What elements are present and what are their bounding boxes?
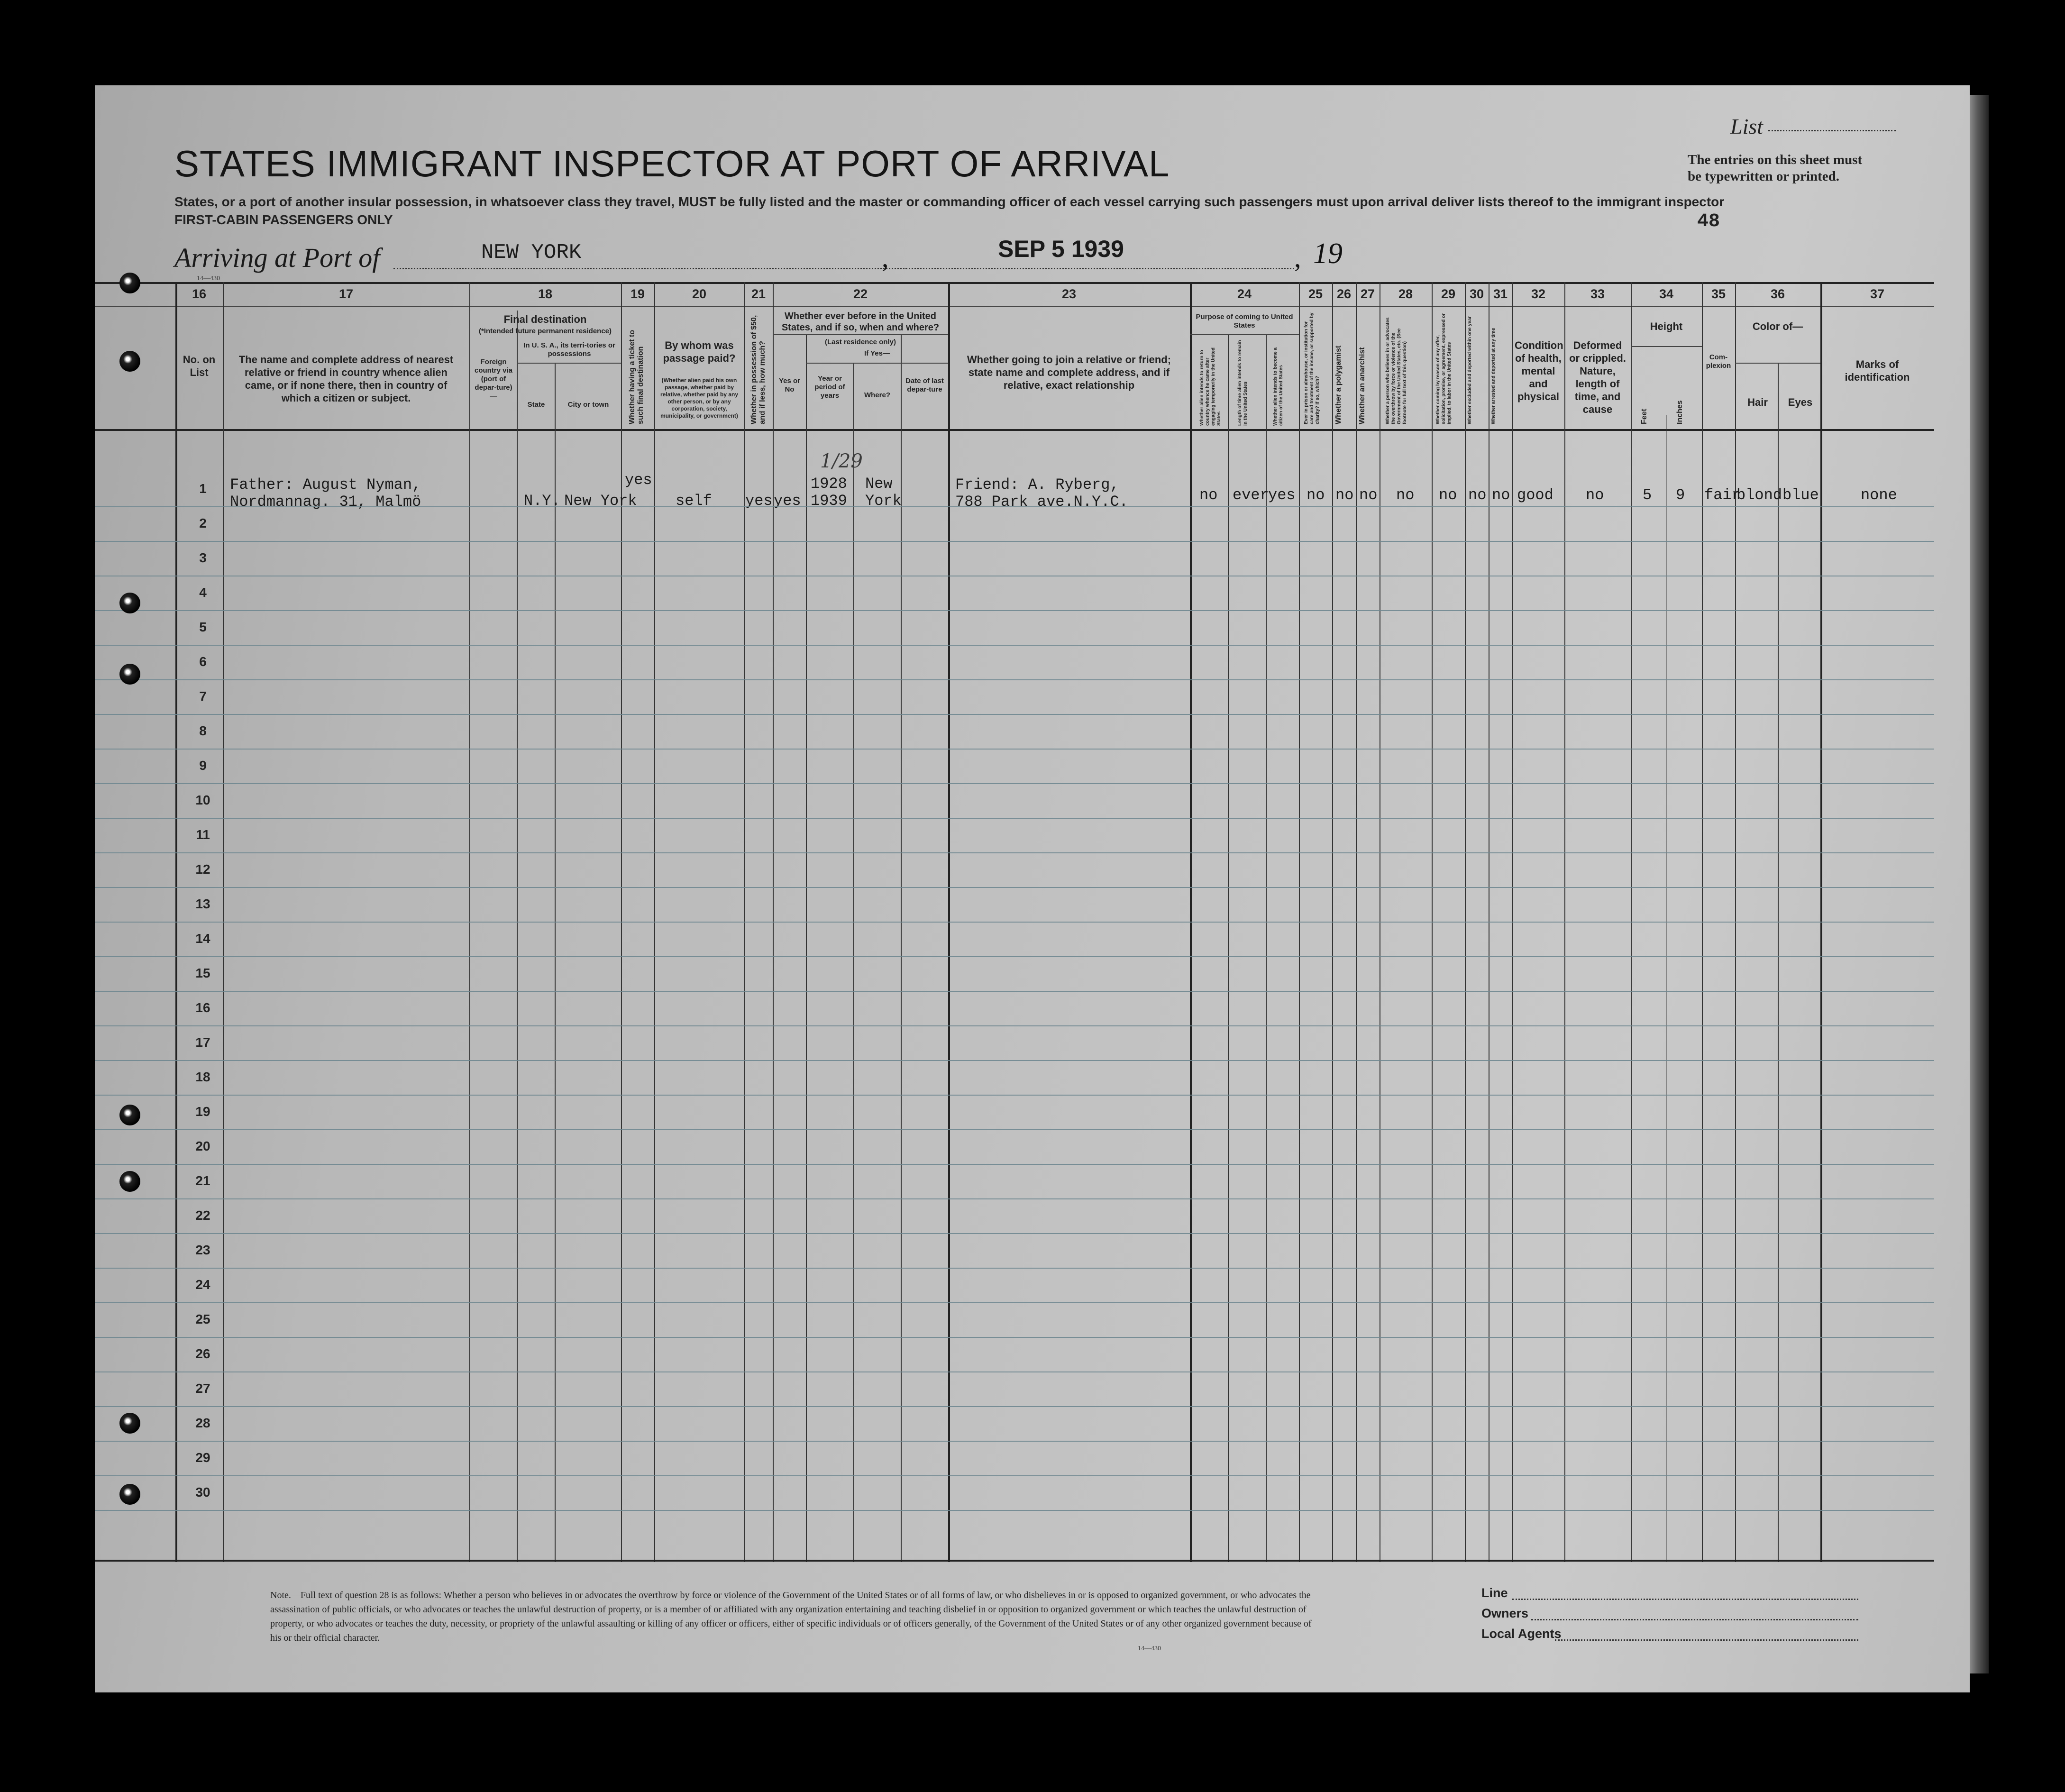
- header-in-usa: In U. S. A., its terri-tories or possessions: [523, 341, 615, 358]
- header-feet: Feet: [1640, 409, 1648, 424]
- column-number: 30: [1469, 287, 1484, 301]
- row-number: 6: [199, 654, 207, 669]
- row-number: 13: [195, 896, 210, 911]
- row-number: 26: [195, 1346, 210, 1361]
- header-inches: Inches: [1676, 400, 1684, 424]
- row-rule: [95, 1441, 1934, 1442]
- footer-rule: [95, 1560, 1934, 1562]
- cell-deported: no: [1492, 486, 1510, 504]
- manifest-sheet: [95, 85, 1970, 1692]
- sub-header-rule: [1735, 363, 1820, 364]
- header-prison: Ever in prison or almshouse, or institution for care and treatment of the insane, or supported by charity? If so, which?: [1304, 312, 1320, 424]
- col-divider: [1666, 415, 1667, 1562]
- cell-health: good: [1517, 486, 1553, 504]
- row-number: 12: [195, 862, 210, 877]
- punch-hole: [119, 1105, 140, 1125]
- form-code-top: 14—430: [197, 275, 220, 282]
- row-rule: [95, 852, 1934, 853]
- cell-relative-line2: Nordmannag. 31, Malmö: [230, 493, 421, 511]
- cell-relative-line1: Father: August Nyman,: [230, 476, 421, 494]
- row-number: 18: [195, 1070, 210, 1084]
- row-number: 17: [195, 1035, 210, 1050]
- column-number: 16: [192, 287, 207, 301]
- header-excluded: Whether excluded and deported within one year: [1467, 316, 1472, 424]
- form-code-bottom: 14—430: [1138, 1645, 1161, 1652]
- header-joining-relative: Whether going to join a relative or friend; state name and complete address, and if relative, exact relationship: [967, 354, 1171, 391]
- sub-header-rule: [1631, 346, 1702, 347]
- row-number: 19: [195, 1104, 210, 1119]
- list-number-line: [1768, 130, 1896, 131]
- row-rule: [95, 610, 1934, 611]
- column-number: 33: [1590, 287, 1605, 301]
- header-return-intent: Whether alien intends to return to country whence he came after engaging temporarily in the United States: [1199, 347, 1222, 426]
- punch-hole: [119, 664, 140, 685]
- cell-where: New York: [865, 475, 902, 510]
- row-number: 27: [195, 1381, 210, 1396]
- cell-ticket: yes: [625, 471, 652, 489]
- line-label: Line: [1481, 1586, 1508, 1600]
- row-rule: [95, 1510, 1934, 1511]
- arriving-label: Arriving at Port of: [174, 242, 380, 273]
- footnote-question-28: Note.—Full text of question 28 is as follows: Whether a person who believes in or advocates the overthrow by force or violence of the Government of the United States or of all forms of law, or who disbelieves in or is opposed to organized government, or who advocates the assassination of public officials, or who advocates or teaches the unlawful destruction of property, or is a member of or affiliated with any organization entertaining and teaching disbelief in or opposition to organized government or which teaches the unlawful destruction of property, or who advocates or teaches the duty, necessity, or propriety of the unlawful assaulting or killing of any officer or officers, either of specific individuals or of officers generally, of the Government of the United States or of any other organized government because of his or their official character.: [270, 1590, 1312, 1643]
- header-citizen-intent: Whether alien intends to become a citizen of the United States: [1273, 347, 1284, 426]
- column-number: 23: [1061, 287, 1077, 301]
- col-divider: [1228, 334, 1229, 1562]
- header-last-residence: (Last residence only): [824, 338, 896, 346]
- cell-eyes: blue: [1782, 486, 1819, 504]
- row-rule: [95, 1129, 1934, 1130]
- row-rule: [95, 887, 1934, 888]
- col-divider: [901, 334, 902, 1562]
- row-number: 15: [195, 966, 210, 980]
- row-number: 3: [199, 550, 207, 565]
- entries-note: The entries on this sheet must be typewritten or printed.: [1688, 152, 1863, 184]
- header-labor-offer: Whether coming by reason of any offer, solicitation, promise, or agreement, expressed or implied, to labor in the United States: [1435, 313, 1452, 424]
- page-number: 48: [1697, 211, 1720, 232]
- header-bottom-border: [95, 429, 1934, 431]
- header-passage-paid-sub: (Whether alien paid his own passage, whether paid by relative, whether paid by any other person, or by any corporation, society, municipality, or government): [660, 377, 739, 419]
- cell-inches: 9: [1676, 486, 1685, 504]
- col-divider: [853, 363, 854, 1562]
- header-complexion: Com-plexion: [1706, 353, 1731, 370]
- row-rule: [95, 1025, 1934, 1026]
- page-edge: [1970, 95, 1989, 1673]
- header-deformed: Deformed or crippled. Nature, length of time, and cause: [1569, 339, 1626, 415]
- cell-feet: 5: [1643, 486, 1652, 504]
- header-ticket: Whether having a ticket to such final destination: [628, 329, 645, 424]
- row-number: 23: [195, 1243, 210, 1257]
- header-anarchist: Whether an anarchist: [1358, 347, 1366, 424]
- sub-header-rule: [806, 363, 948, 364]
- row-number: 22: [195, 1208, 210, 1223]
- sub-header-rule: [773, 334, 948, 335]
- header-foreign-country: Foreign country via (port of depar-ture)—: [474, 358, 513, 400]
- owners-signature-line: [1531, 1619, 1858, 1620]
- header-overthrow: Whether a person who believes in or advocates the overthrow by force or violence of the Government of the United States, etc. (See footnote for full text of this question): [1385, 317, 1407, 424]
- column-number: 21: [751, 287, 766, 301]
- separator: ,: [1294, 242, 1301, 273]
- column-number: 19: [630, 287, 645, 301]
- page-title: STATES IMMIGRANT INSPECTOR AT PORT OF ARRIVAL: [174, 143, 1170, 184]
- header-city: City or town: [567, 401, 609, 409]
- col-divider: [1266, 334, 1267, 1562]
- row-number: 10: [195, 793, 210, 807]
- row-number: 2: [199, 516, 207, 530]
- row-rule: [95, 1302, 1934, 1303]
- row-number: 20: [195, 1139, 210, 1153]
- punch-hole: [119, 351, 140, 372]
- cell-joining-line1: Friend: A. Ryberg,: [955, 476, 1119, 494]
- punch-hole: [119, 593, 140, 613]
- cell-prison: no: [1307, 486, 1325, 504]
- row-rule: [95, 714, 1934, 715]
- cell-anarchist: no: [1359, 486, 1378, 504]
- column-number: 18: [538, 287, 553, 301]
- sub-header-rule: [517, 363, 621, 364]
- row-number: 21: [195, 1173, 210, 1188]
- column-number: 31: [1493, 287, 1508, 301]
- column-number: 35: [1711, 287, 1726, 301]
- cell-overthrow: no: [1396, 486, 1415, 504]
- punch-hole: [119, 1484, 140, 1505]
- column-number: 26: [1336, 287, 1352, 301]
- instruction-text: States, or a port of another insular possession, in whatsoever class they travel, MUST be fully listed and the master or commanding officer of each vessel carrying such passengers must upon arrival deliver lists thereof to the immigrant inspector: [174, 194, 1725, 209]
- column-number: 34: [1659, 287, 1674, 301]
- header-if-yes: If Yes—: [864, 349, 890, 357]
- header-height: Height: [1650, 320, 1683, 332]
- manifest-table: [95, 282, 1934, 1562]
- header-nearest-relative: The name and complete address of nearest relative or friend in country whence alien came, or if none there, then in country of which a citizen or subject.: [238, 354, 454, 404]
- row-number: 28: [195, 1416, 210, 1430]
- row-rule: [95, 645, 1934, 646]
- col-divider: [1778, 363, 1779, 1562]
- column-number: 37: [1870, 287, 1885, 301]
- row-rule: [95, 922, 1934, 923]
- column-number-rule: [95, 306, 1934, 307]
- column-number: 27: [1360, 287, 1375, 301]
- cell-citizen-intent: yes: [1268, 486, 1296, 504]
- row-number: 11: [196, 827, 210, 842]
- header-year-period: Year or period of years: [814, 375, 845, 400]
- column-number: 29: [1441, 287, 1456, 301]
- owners-label: Owners: [1481, 1606, 1529, 1620]
- line-signature-line: [1512, 1599, 1858, 1600]
- row-rule: [95, 506, 1934, 507]
- handwritten-annotation: 1/29: [820, 450, 863, 472]
- header-final-destination-sub: (*Intended future permanent residence): [478, 327, 612, 335]
- date-line: [905, 268, 1294, 269]
- row-rule: [95, 1268, 1934, 1269]
- list-label: List: [1730, 114, 1763, 138]
- column-number: 22: [853, 287, 868, 301]
- row-number: 1: [199, 481, 207, 496]
- row-rule: [95, 1095, 1934, 1096]
- row-rule: [95, 1164, 1934, 1165]
- local-agents-label: Local Agents: [1481, 1627, 1562, 1641]
- row-rule: [95, 541, 1934, 542]
- row-rule: [95, 991, 1934, 992]
- cell-labor-offer: no: [1439, 486, 1457, 504]
- column-number: 20: [692, 287, 707, 301]
- punch-hole: [119, 1171, 140, 1192]
- row-number: 30: [195, 1485, 210, 1499]
- cell-city: New York: [564, 492, 637, 510]
- cell-years: 1928 1939: [811, 475, 847, 510]
- row-number: 9: [199, 758, 207, 773]
- row-number: 7: [199, 689, 207, 704]
- header-possession-50: Whether in possession of $50, and if less, how much?: [750, 315, 767, 424]
- row-rule: [95, 783, 1934, 784]
- cell-return-intent: no: [1199, 486, 1218, 504]
- cell-marks: none: [1861, 486, 1897, 504]
- cell-deformed: no: [1586, 486, 1604, 504]
- header-color: Color of—: [1752, 320, 1803, 332]
- row-rule: [95, 1371, 1934, 1372]
- column-number: 32: [1531, 287, 1546, 301]
- column-number: 36: [1770, 287, 1785, 301]
- cell-polygamist: no: [1335, 486, 1354, 504]
- header-eyes: Eyes: [1788, 396, 1813, 408]
- header-health: Condition of health, mental and physical: [1515, 339, 1563, 402]
- row-number: 29: [195, 1450, 210, 1465]
- header-where: Where?: [864, 391, 890, 399]
- column-number: 24: [1237, 287, 1252, 301]
- row-rule: [95, 1337, 1934, 1338]
- cell-excluded: no: [1468, 486, 1487, 504]
- row-number: 5: [199, 620, 207, 634]
- header-polygamist: Whether a polygamist: [1334, 345, 1343, 424]
- row-number: 25: [195, 1312, 210, 1326]
- row-number: 24: [195, 1277, 210, 1292]
- cell-before-in-us: yes: [774, 492, 801, 510]
- header-hair: Hair: [1747, 396, 1768, 408]
- header-state: State: [527, 401, 545, 409]
- row-number: 8: [199, 723, 207, 738]
- agents-signature-line: [1555, 1639, 1858, 1641]
- port-value: NEW YORK: [481, 241, 582, 265]
- column-number: 17: [338, 287, 354, 301]
- header-passage-paid: By whom was passage paid?: [663, 339, 736, 364]
- row-rule: [95, 679, 1934, 680]
- cell-complexion: fair: [1704, 486, 1741, 504]
- row-rule: [95, 1475, 1934, 1476]
- row-rule: [95, 1060, 1934, 1061]
- header-yes-or-no: Yes or No: [778, 377, 801, 393]
- separator: ,: [882, 242, 889, 273]
- header-marks: Marks of identification: [1845, 358, 1910, 383]
- cell-length-stay: ever: [1233, 486, 1269, 504]
- sub-header-rule: [1190, 334, 1299, 335]
- col-divider: [806, 334, 807, 1562]
- row-rule: [95, 956, 1934, 957]
- header-final-destination: Final destination: [503, 313, 587, 325]
- header-purpose: Purpose of coming to United States: [1196, 313, 1293, 329]
- table-top-border: [95, 282, 1934, 284]
- row-rule: [95, 749, 1934, 750]
- col-divider: [555, 363, 556, 1562]
- punch-hole: [119, 1413, 140, 1434]
- row-rule: [95, 1233, 1934, 1234]
- arrival-date: SEP 5 1939: [998, 236, 1124, 262]
- header-length-stay: Length of time alien intends to remain in the United States: [1237, 340, 1248, 426]
- cell-has-50: yes: [745, 492, 773, 510]
- row-rule: [95, 818, 1934, 819]
- cell-paid-by: self: [676, 492, 712, 510]
- column-number: 25: [1308, 287, 1323, 301]
- cell-hair: blond: [1736, 486, 1782, 504]
- header-deported: Whether arrested and deported at any time: [1491, 328, 1496, 424]
- header-no-on-list: No. on List: [183, 354, 216, 378]
- cell-state: N.Y.: [524, 492, 560, 510]
- cell-joining-line2: 788 Park ave.N.Y.C.: [955, 493, 1128, 511]
- row-rule: [95, 1406, 1934, 1407]
- row-number: 14: [195, 931, 210, 946]
- header-ever-before: Whether ever before in the United States, and if so, when and where?: [781, 311, 940, 333]
- row-number: 4: [199, 585, 207, 600]
- year-prefix: 19: [1313, 238, 1343, 270]
- column-number: 28: [1398, 287, 1413, 301]
- instruction-class: FIRST-CABIN PASSENGERS ONLY: [174, 212, 393, 227]
- col-divider: [517, 311, 518, 1562]
- punch-hole: [119, 273, 140, 293]
- header-date-departure: Date of last depar-ture: [905, 377, 944, 393]
- row-rule: [95, 1198, 1934, 1199]
- row-number: 16: [195, 1000, 210, 1015]
